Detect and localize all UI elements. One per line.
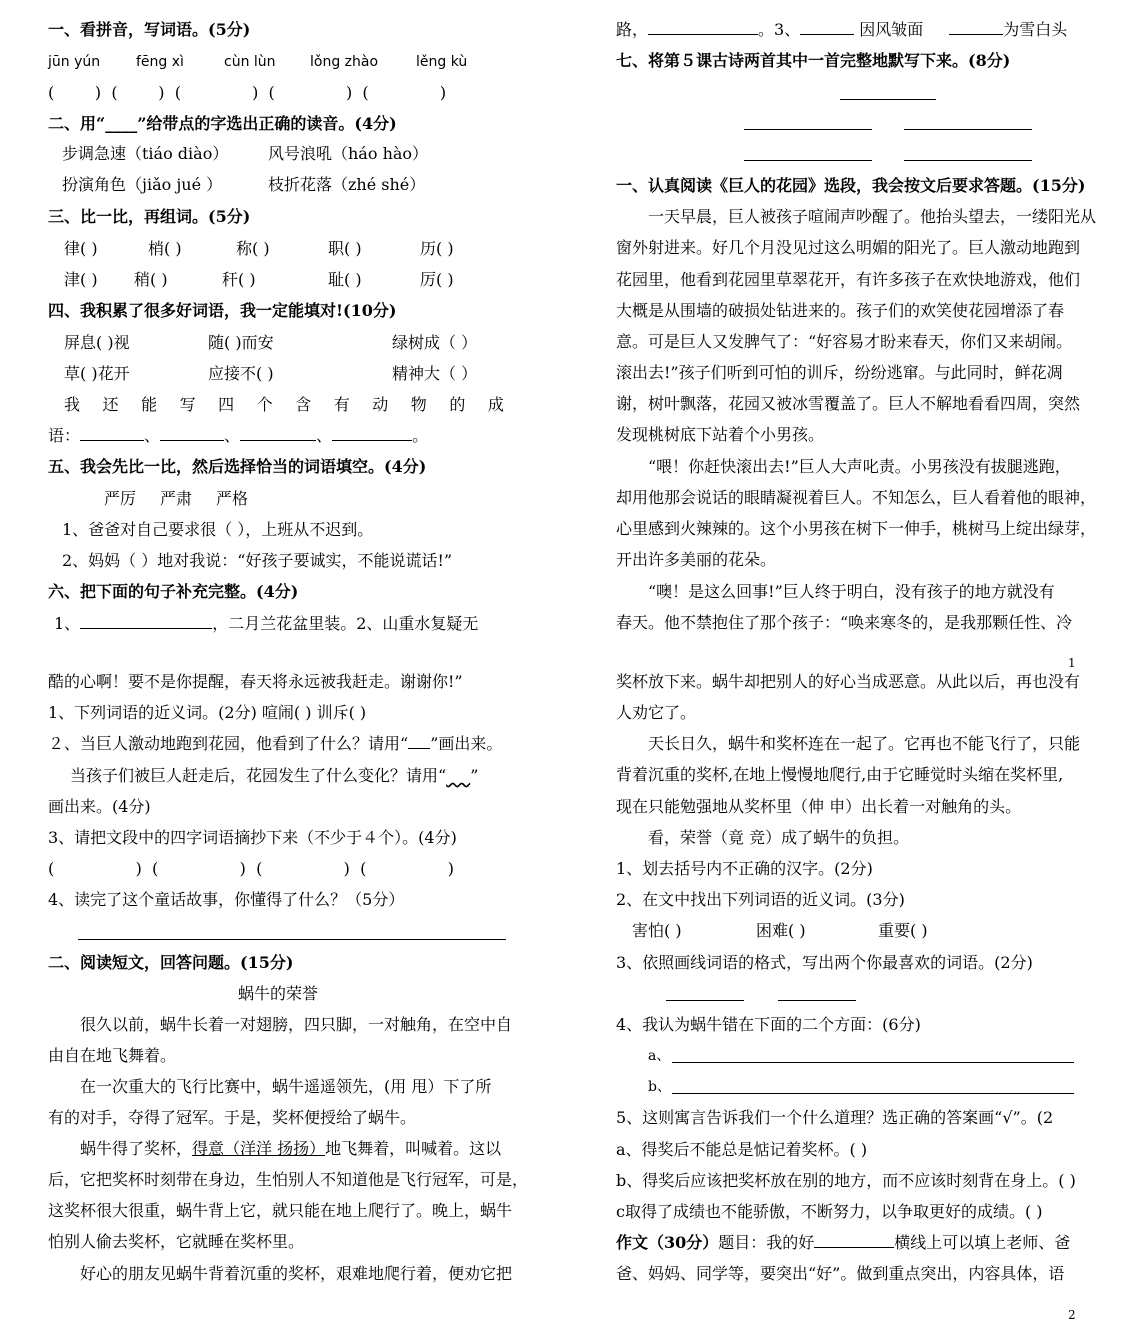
word-option: 严肃 — [160, 489, 193, 508]
char: 四 — [218, 395, 235, 414]
r-question-2b — [70, 766, 478, 786]
passage-line: 窗外射进来。好几个月没见过这么明媚的阳光了。巨人激动地跑到 — [616, 238, 1081, 257]
pinyin-3: cùn lùn — [224, 54, 276, 70]
char: 还 — [102, 395, 119, 414]
story-line: 背着沉重的奖杯,在地上慢慢地爬行,由于它睡觉时头缩在奖杯里, — [616, 765, 1064, 784]
section-3-title: 三、比一比，再组词。(5分) — [48, 207, 251, 226]
passage-line: 大概是从围墙的破损处钻进来的。孩子们的欢笑使花园增添了春 — [616, 301, 1065, 320]
passage-line: “喂！你赶快滚出去!”巨人大声叱责。小男孩没有拔腿逃跑， — [648, 457, 1071, 476]
label: ，二月兰花盆里装。2、山重水复疑无 — [212, 614, 479, 633]
pinyin-5: lěng kù — [416, 54, 468, 70]
section-4-title: 四、我积累了很多好词语，我一定能填对!(10分) — [48, 301, 397, 320]
idiom-blank: 草( )花开 — [64, 364, 130, 383]
r-question-1: 1、下列词语的近义词。(2分) 喧闹( ) 训斥( ) — [48, 703, 367, 722]
story-line: 由自在地飞舞着。 — [48, 1046, 177, 1065]
wavy-sample — [446, 766, 470, 785]
answer-line[interactable] — [672, 1093, 1074, 1094]
s3-cell: 厉( ) — [420, 270, 454, 289]
q5-option-b: b、得奖后应该把奖杯放在别的地方，而不应该时刻背在身上。( ) — [616, 1171, 1076, 1190]
char: 含 — [295, 395, 312, 414]
text: 为雪白头 — [1003, 20, 1068, 39]
word-option: 严格 — [216, 489, 249, 508]
poem-line[interactable] — [904, 129, 1032, 130]
poem-title-line[interactable] — [840, 99, 936, 100]
idiom-blank: 精神大（ ） — [392, 364, 478, 383]
answer-line[interactable] — [672, 1062, 1074, 1063]
answer-line[interactable] — [648, 20, 758, 35]
s3-cell: 律( ) — [64, 239, 98, 258]
s6-question-1 — [54, 614, 478, 634]
answer-line[interactable] — [332, 426, 412, 441]
essay-line-2: 爸、妈妈、同学等，要突出“好”。做到重点突出，内容具体，语 — [616, 1264, 1065, 1283]
underlined-word: 得意（洋洋 扬扬） — [192, 1139, 326, 1158]
question-3: 3、依照画线词语的格式，写出两个你最喜欢的词语。(2分) — [616, 953, 1033, 972]
story-line: 现在只能勉强地从奖杯里（伸 申）出长着一对触角的头。 — [616, 797, 1022, 816]
idiom-blank: 绿树成（ ） — [392, 333, 478, 352]
answer-line[interactable] — [78, 939, 506, 940]
s3-cell: 耻( ) — [328, 270, 362, 289]
text: 路， — [616, 20, 649, 39]
char: 写 — [179, 395, 196, 414]
r-question-4: 4、读完了这个童话故事，你懂得了什么？（5分） — [48, 890, 405, 909]
page-number: 2 — [1068, 1308, 1076, 1322]
passage-line: 心里感到火辣辣的。这个小男孩在树下一伸手，桃树马上绽出绿芽， — [616, 519, 1097, 538]
r-question-2c: 画出来。(4分) — [48, 797, 151, 816]
story-line: 有的对手，夺得了冠军。于是，奖杯便授给了蜗牛。 — [48, 1108, 417, 1127]
char: 动 — [372, 395, 389, 414]
r-question-3: 3、请把文段中的四字词语摘抄下来（不少于４个）。(4分) — [48, 828, 457, 847]
answer-line[interactable] — [80, 426, 144, 441]
passage-line: 发现桃树底下站着个小男孩。 — [616, 425, 825, 444]
s2-item-1: 步调急速（tiáo diào） — [62, 144, 229, 163]
story-line: 好心的朋友见蜗牛背着沉重的奖杯，艰难地爬行着，便劝它把 — [80, 1264, 513, 1283]
r-question-3-blanks: ( ) ( ) ( ) ( ) — [48, 859, 454, 878]
s3-cell: 秆( ) — [222, 270, 256, 289]
story-line: 在一次重大的飞行比赛中，蜗牛遥遥领先，(用 甩）下了所 — [80, 1077, 492, 1096]
essay-heading: 作文（30分） — [616, 1233, 719, 1252]
q4-a-label: a、 — [648, 1048, 671, 1064]
answer-line[interactable] — [666, 1000, 744, 1001]
s2-item-4: 枝折花落（zhé shé） — [268, 175, 426, 194]
sep: 、 — [316, 426, 333, 445]
synonym-blank: 困难( ) — [756, 921, 806, 940]
idiom-blank: 随( )而安 — [208, 333, 274, 352]
char: 能 — [141, 395, 158, 414]
underline-sample — [408, 734, 430, 749]
section-6-title: 六、把下面的句子补充完整。(4分) — [48, 582, 299, 601]
char: 的 — [449, 395, 466, 414]
s2-item-3: 扮演角色（jiǎo jué ） — [62, 175, 223, 194]
s4-row-4 — [48, 426, 428, 446]
label: ” — [470, 766, 479, 785]
story-line: 很久以前，蜗牛长着一对翅膀，四只脚，一对触角，在空中自 — [80, 1015, 513, 1034]
pinyin-4: lǒng zhào — [310, 54, 379, 70]
section-7-title: 七、将第５课古诗两首其中一首完整地默写下来。(8分) — [616, 51, 1011, 70]
label: 当孩子们被巨人赶走后，花园发生了什么变化？请用“ — [70, 766, 447, 785]
question-4: 4、我认为蜗牛错在下面的二个方面：(6分) — [616, 1015, 921, 1034]
poem-line[interactable] — [744, 160, 872, 161]
story-line: 看，荣誉（竟 竞）成了蜗牛的负担。 — [648, 828, 910, 847]
reading-1-title: 一、认真阅读《巨人的花园》选段，我会按文后要求答题。(15分) — [616, 176, 1086, 195]
s2-item-2: 风号浪吼（háo hào） — [268, 144, 429, 163]
answer-line[interactable] — [240, 426, 316, 441]
s3-cell: 梢( ) — [148, 239, 182, 258]
story-line — [80, 1139, 501, 1159]
synonym-blank: 重要( ) — [878, 921, 928, 940]
answer-line[interactable] — [800, 20, 854, 35]
sep: 。 — [412, 426, 429, 445]
story-line: 天长日久，蜗牛和奖杯连在一起了。它再也不能飞行了，只能 — [648, 734, 1081, 753]
s5-question-1: 1、爸爸对自己要求很（ ），上班从不迟到。 — [62, 520, 374, 539]
char: 成 — [487, 395, 504, 414]
char: 我 — [64, 395, 81, 414]
story-line: 人劝它了。 — [616, 703, 697, 722]
text: 地飞舞着，叫喊着。这以 — [325, 1139, 502, 1158]
pinyin-2: fēng xì — [136, 54, 184, 70]
passage-line: 滚出去!”孩子们听到可怕的训斥，纷纷逃窜。与此同时，鲜花凋 — [616, 363, 1063, 382]
text: 因风皱面 — [854, 20, 924, 39]
char: 有 — [333, 395, 350, 414]
section-1-title: 一、看拼音，写词语。(5分) — [48, 20, 251, 39]
poem-line[interactable] — [744, 129, 872, 130]
question-5: 5、这则寓言告诉我们一个什么道理？选正确的答案画“√”。(2 — [616, 1108, 1054, 1127]
text: 题目：我的好 — [718, 1233, 815, 1252]
page-number: 1 — [1068, 656, 1076, 670]
answer-line[interactable] — [778, 1000, 856, 1001]
answer-line[interactable] — [814, 1233, 894, 1248]
synonym-blank: 害怕( ) — [632, 921, 682, 940]
label: ２、当巨人激动地跑到花园，他看到了什么？请用“ — [48, 734, 409, 753]
story-line: 后，它把奖杯时刻带在身边，生怕别人不知道他是飞行冠军，可是， — [48, 1170, 529, 1189]
s3-cell: 称( ) — [236, 239, 270, 258]
idiom-blank: 应接不( ) — [208, 364, 274, 383]
poem-line[interactable] — [904, 160, 1032, 161]
sep: 、 — [144, 426, 161, 445]
label: 1、 — [54, 614, 81, 633]
s3-cell: 职( ) — [328, 239, 362, 258]
story-line: 怕别人偷去奖杯，它就睡在奖杯里。 — [48, 1232, 305, 1251]
passage-line: “噢！是这么回事!”巨人终于明白，没有孩子的地方就没有 — [648, 582, 1055, 601]
s3-cell: 津( ) — [64, 270, 98, 289]
text: 蜗牛得了奖杯， — [80, 1139, 193, 1158]
passage-line: 开出许多美丽的花朵。 — [616, 550, 777, 569]
story-title: 蜗牛的荣誉 — [238, 984, 319, 1003]
char: 个 — [256, 395, 273, 414]
q5-option-c: c取得了成绩也不能骄傲，不断努力，以争取更好的成绩。( ) — [616, 1202, 1043, 1221]
s3-cell: 稍( ) — [134, 270, 168, 289]
section-5-title: 五、我会先比一比，然后选择恰当的词语填空。(4分) — [48, 457, 427, 476]
pinyin-blanks: ( ) ( ) ( ) ( ) ( ) — [48, 83, 447, 102]
passage-line: 花园里，他看到花园里草翠花开，有许多孩子在欢快地游戏，他们 — [616, 270, 1081, 289]
passage-line: 谢，树叶飘落，花园又被冰雪覆盖了。巨人不解地看看四周，突然 — [616, 394, 1081, 413]
passage-line: 春天。他不禁抱住了那个孩子：“唤来寒冬的，是我那颗任性、冷 — [616, 613, 1073, 632]
answer-line[interactable] — [80, 614, 212, 629]
char: 物 — [410, 395, 427, 414]
q4-b-label: b、 — [648, 1079, 671, 1095]
story-line: 这奖杯很大很重，蜗牛背上它，就只能在地上爬行了。晚上，蜗牛 — [48, 1201, 513, 1220]
label: ”画出来。 — [430, 734, 503, 753]
q5-option-a: a、得奖后不能总是惦记着奖杯。( ) — [616, 1140, 868, 1159]
answer-line[interactable] — [160, 426, 224, 441]
idiom-blank: 屏息( )视 — [64, 333, 130, 352]
s3-cell: 历( ) — [420, 239, 454, 258]
text: 。3、 — [758, 20, 801, 39]
passage-line: 却用他那会说话的眼睛凝视着巨人。不知怎么，巨人看着他的眼神， — [616, 488, 1097, 507]
section-2-title: 二、用“____”给带点的字选出正确的读音。(4分) — [48, 114, 397, 133]
word-option: 严厉 — [104, 489, 137, 508]
poem-fill-line — [616, 20, 1067, 40]
passage-line: 一天早晨，巨人被孩子喧闹声吵醒了。他抬头望去，一缕阳光从 — [648, 207, 1097, 226]
question-2: 2、在文中找出下列词语的近义词。(3分) — [616, 890, 905, 909]
text: 横线上可以填上老师、爸 — [894, 1233, 1071, 1252]
passage-2-title: 二、阅读短文，回答问题。(15分) — [48, 953, 294, 972]
essay-line — [616, 1233, 1070, 1253]
s5-question-2: 2、妈妈（ ）地对我说：“好孩子要诚实，不能说谎话!” — [62, 551, 453, 570]
passage-line: 意。可是巨人又发脾气了：“好容易才盼来春天，你们又来胡闹。 — [616, 332, 1073, 351]
pinyin-1: jūn yún — [48, 54, 101, 70]
sep: 、 — [224, 426, 241, 445]
s4-row-3 — [64, 395, 504, 415]
story-line: 奖杯放下来。蜗牛却把别人的好心当成恶意。从此以后，再也没有 — [616, 672, 1081, 691]
reading-continuation: 酷的心啊！要不是你提醒，春天将永远被我赶走。谢谢你!” — [48, 672, 463, 691]
r-question-2 — [48, 734, 502, 754]
label: 语： — [48, 426, 81, 445]
question-1: 1、划去括号内不正确的汉字。(2分) — [616, 859, 873, 878]
answer-line[interactable] — [949, 20, 1003, 35]
